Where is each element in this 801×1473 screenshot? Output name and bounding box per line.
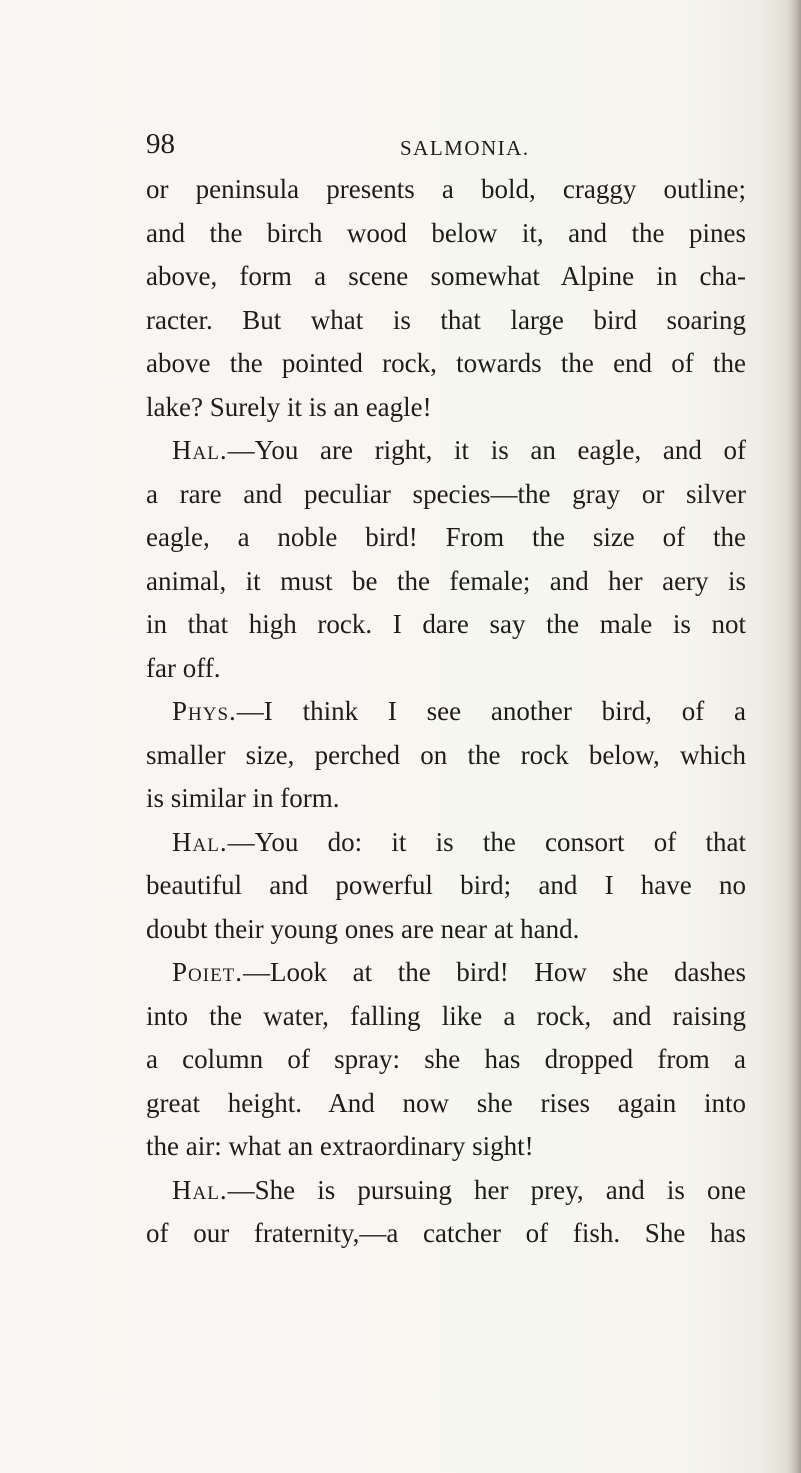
- line-text: in that high rock. I dare say the male is not: [146, 609, 746, 639]
- page-header: [146, 128, 706, 168]
- text-line: [146, 212, 746, 256]
- text-line: [146, 1169, 746, 1213]
- line-text: —I think I see another bird, of a: [236, 696, 746, 726]
- text-line: [146, 342, 746, 386]
- text-line: [146, 908, 746, 952]
- text-line: [146, 516, 746, 560]
- text-line: [146, 1212, 746, 1256]
- text-line: [146, 429, 746, 473]
- text-line: [146, 1082, 746, 1126]
- speaker-name: Poiet.: [172, 957, 244, 987]
- text-line: [146, 690, 746, 734]
- line-text: —You do: it is the consort of that: [227, 826, 746, 857]
- line-text: the air: what an extraordinary sight!: [146, 1131, 534, 1161]
- speaker-name: Hal.: [172, 1174, 228, 1205]
- text-line: [146, 255, 746, 299]
- running-head: SALMONIA.: [400, 136, 530, 160]
- speaker-name: Phys.: [172, 696, 237, 726]
- line-text: smaller size, perched on the rock below, which: [146, 739, 746, 770]
- line-text: —She is pursuing her prey, and is one: [227, 1174, 746, 1205]
- line-text: doubt their young ones are near at hand.: [146, 913, 580, 944]
- line-text: —You are right, it is an eagle, and of: [227, 435, 746, 465]
- line-text: and the birch wood below it, and the pines: [146, 217, 746, 248]
- text-line: [146, 1038, 746, 1082]
- line-text: is similar in form.: [146, 783, 340, 813]
- line-text: eagle, a noble bird! From the size of the: [146, 522, 746, 552]
- line-text: above the pointed rock, towards the end of the: [146, 348, 746, 378]
- line-text: —Look at the bird! How she dashes: [243, 957, 746, 987]
- speaker-name: Hal.: [172, 435, 228, 465]
- line-text: of our fraternity,—a catcher of fish. She has: [146, 1218, 746, 1248]
- line-text: lake? Surely it is an eagle!: [146, 391, 432, 422]
- text-line: [146, 821, 746, 865]
- text-line: [146, 864, 746, 908]
- page-edge-shadow: [787, 0, 801, 1473]
- line-text: beautiful and powerful bird; and I have no: [146, 870, 746, 900]
- page-number: 98: [146, 128, 175, 160]
- text-line: [146, 603, 746, 647]
- text-line: [146, 647, 746, 691]
- line-text: far off.: [146, 652, 221, 683]
- speaker-name: Hal.: [172, 826, 228, 857]
- line-text: great height. And now she rises again into: [146, 1087, 746, 1118]
- text-line: [146, 560, 746, 604]
- text-line: [146, 777, 746, 821]
- line-text: animal, it must be the female; and her aery is: [146, 565, 746, 596]
- line-text: a column of spray: she has dropped from a: [146, 1044, 746, 1074]
- text-line: [146, 386, 746, 430]
- text-line: [146, 951, 746, 995]
- line-text: or peninsula presents a bold, craggy outline;: [146, 174, 746, 204]
- body-text: [146, 168, 746, 1256]
- line-text: into the water, falling like a rock, and raising: [146, 1000, 746, 1031]
- text-line: [146, 168, 746, 212]
- text-line: [146, 995, 746, 1039]
- line-text: racter. But what is that large bird soaring: [146, 304, 746, 335]
- text-line: [146, 299, 746, 343]
- line-text: a rare and peculiar species—the gray or silver: [146, 478, 746, 509]
- text-line: [146, 473, 746, 517]
- line-text: above, form a scene somewhat Alpine in cha-: [146, 261, 746, 291]
- text-line: [146, 734, 746, 778]
- text-line: [146, 1125, 746, 1169]
